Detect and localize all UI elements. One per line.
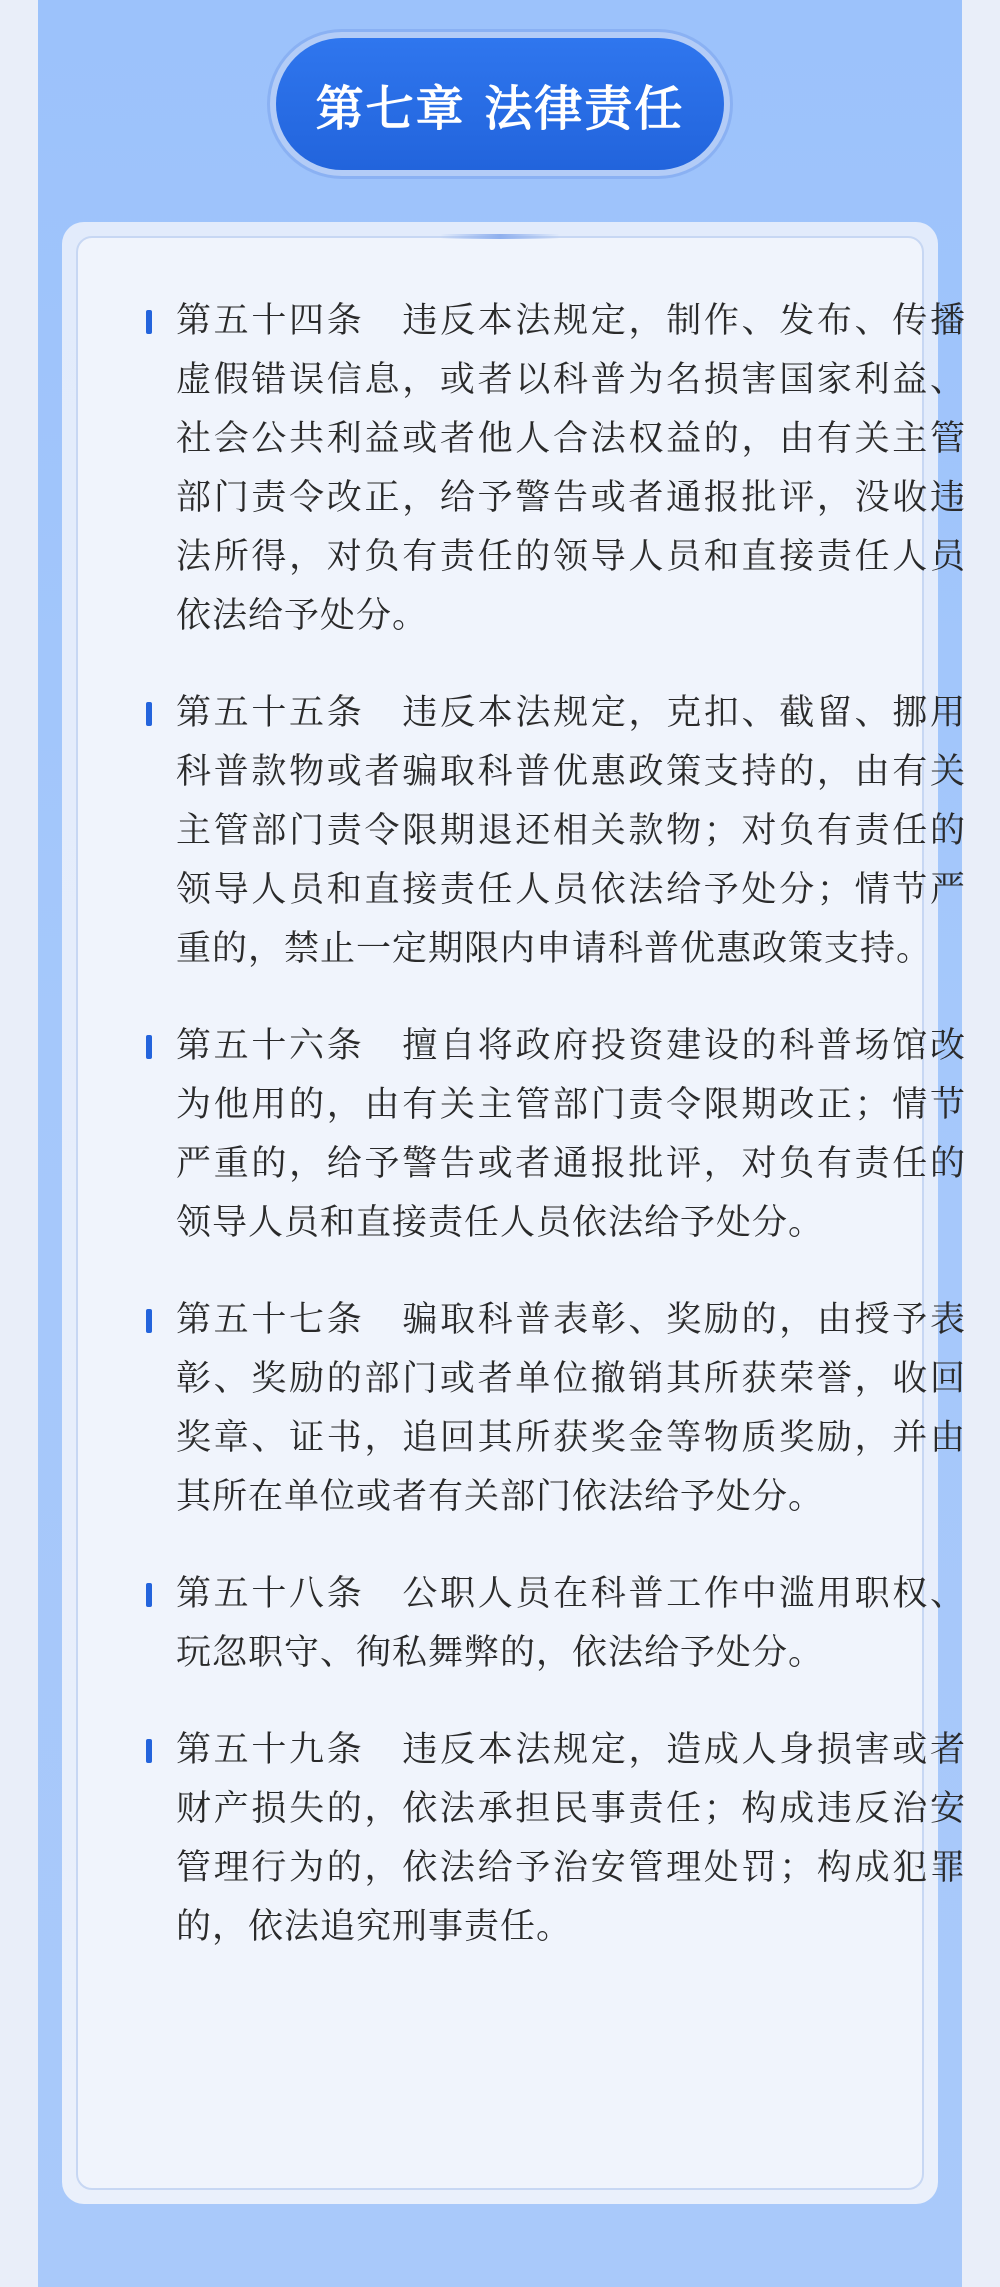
bullet-marker-icon	[146, 1739, 152, 1763]
article-number: 第五十七条	[176, 1300, 365, 1340]
article-58	[176, 1565, 966, 1683]
bullet-marker-icon	[146, 702, 152, 726]
article-56	[176, 1017, 966, 1253]
article-number: 第五十六条	[176, 1026, 365, 1066]
chapter-title-banner	[276, 38, 724, 170]
bullet-marker-icon	[146, 1309, 152, 1333]
article-text: 违反本法规定，克扣、截留、挪用科普款物或者骗取科普优惠政策支持的，由有关主管部门责令限期退还相关款物；对负有责任的领导人员和直接责任人员依法给予处分；情节严重的，禁止一定期限内申请科普优惠政策支持。	[176, 693, 966, 969]
article-number: 第五十八条	[176, 1574, 365, 1614]
article-number: 第五十四条	[176, 301, 365, 341]
article-57	[176, 1291, 966, 1527]
article-text: 骗取科普表彰、奖励的，由授予表彰、奖励的部门或者单位撤销其所获荣誉，收回奖章、证书，追回其所获奖金等物质奖励，并由其所在单位或者有关部门依法给予处分。	[176, 1300, 966, 1517]
bullet-marker-icon	[146, 1583, 152, 1607]
article-number: 第五十五条	[176, 693, 365, 733]
article-text: 擅自将政府投资建设的科普场馆改为他用的，由有关主管部门责令限期改正；情节严重的，给予警告或者通报批评，对负有责任的领导人员和直接责任人员依法给予处分。	[176, 1026, 966, 1243]
article-text: 公职人员在科普工作中滥用职权、玩忽职守、徇私舞弊的，依法给予处分。	[176, 1574, 966, 1673]
article-text: 违反本法规定，制作、发布、传播虚假错误信息，或者以科普为名损害国家利益、社会公共利益或者他人合法权益的，由有关主管部门责令改正，给予警告或者通报批评，没收违法所得，对负有责任的领导人员和直接责任人员依法给予处分。	[176, 301, 966, 636]
content-card	[62, 222, 966, 2204]
article-text: 违反本法规定，造成人身损害或者财产损失的，依法承担民事责任；构成违反治安管理行为的，依法给予治安管理处罚；构成犯罪的，依法追究刑事责任。	[176, 1730, 966, 1947]
article-54	[176, 292, 966, 646]
article-list	[176, 292, 966, 1995]
card-top-accent	[440, 234, 560, 239]
article-59	[176, 1721, 966, 1957]
chapter-title: 第七章 法律责任	[315, 80, 685, 137]
bullet-marker-icon	[146, 310, 152, 334]
article-55	[176, 684, 966, 979]
article-number: 第五十九条	[176, 1730, 365, 1770]
bullet-marker-icon	[146, 1035, 152, 1059]
